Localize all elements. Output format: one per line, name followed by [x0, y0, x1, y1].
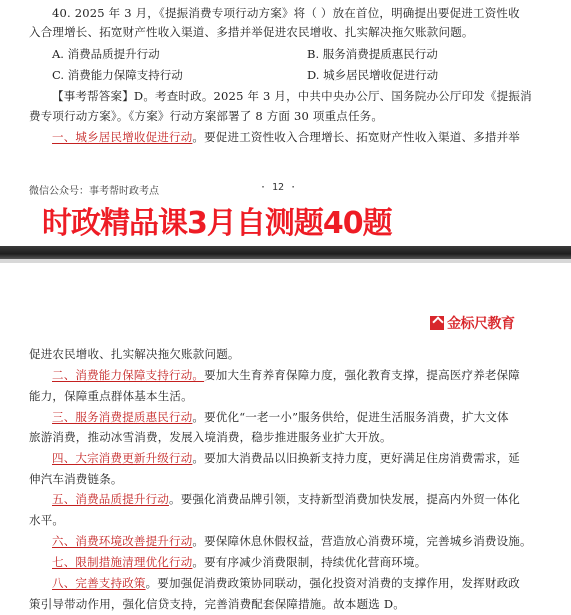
- item-4-line-1: [52, 448, 532, 469]
- page-separator: [0, 246, 571, 259]
- footer-wechat: 微信公众号：事考帮时政考点: [29, 186, 159, 197]
- item-7-text: 。要有序减少消费限制，持续优化营商环境。: [192, 555, 427, 569]
- logo-icon: [430, 316, 444, 330]
- page-2: [0, 263, 571, 615]
- item-4-line-2: 伸汽车消费链条。: [29, 472, 123, 486]
- logo-text: 金标尺教育: [447, 316, 515, 332]
- item-6-line-1: [52, 531, 532, 552]
- page-number: · 12 ·: [260, 182, 297, 193]
- answer-line-2: 费专项行动方案》。《方案》行动方案部署了 8 方面 30 项重点任务。: [29, 109, 384, 123]
- item-7-heading: 七、限制措施清理优化行动: [52, 555, 193, 569]
- question-line-1: 40. 2025 年 3 月，《提振消费专项行动方案》将（ ）放在首位，明确提出要促进工资性收: [52, 6, 520, 20]
- item-5-text: 。要强化消费品牌引领，支持新型消费加快发展，提高内外贸一体化: [169, 492, 520, 506]
- logo: [430, 313, 515, 333]
- answer-line-1: 【事考帮答案】D。考查时政。2025 年 3 月，中共中央办公厅、国务院办公厅印发《提振消: [52, 89, 532, 103]
- page-1: [0, 0, 571, 246]
- item-6-text: 。要保障休息休假权益，营造放心消费环境，完善城乡消费设施。: [192, 534, 532, 548]
- item-7-line-1: [52, 552, 532, 573]
- item-8-heading: 八、完善支持政策: [52, 576, 146, 590]
- item-5-line-1: [52, 489, 532, 510]
- answer-item-1-heading: 一、城乡居民增收促进行动: [52, 130, 193, 144]
- item-8-line-1: [52, 573, 532, 594]
- overlay-title: 时政精品课3月自测题40题: [42, 206, 392, 241]
- option-d: D. 城乡居民增收促进行动: [307, 68, 439, 82]
- item-3-line-2: 旅游消费，推动冰雪消费，发展入境消费，稳步推进服务业扩大开放。: [29, 430, 392, 444]
- item-2-heading: 二、消费能力保障支持行动。: [52, 368, 205, 382]
- item-3-text: 。要优化“一老一小”服务供给，促进生活服务消费，扩大文体: [192, 410, 509, 424]
- item-8-text: 。要加强促消费政策协同联动，强化投资对消费的支撑作用，发挥财政政: [145, 576, 521, 590]
- item-6-heading: 六、消费环境改善提升行动: [52, 534, 193, 548]
- item-2-text: 要加大生育养育保障力度，强化教育支撑，提高医疗养老保障: [204, 368, 521, 382]
- continuation-line: 促进农民增收、扎实解决拖欠账款问题。: [29, 347, 240, 361]
- item-5-heading: 五、消费品质提升行动: [52, 492, 169, 506]
- item-2-line-1: [52, 365, 532, 386]
- item-3-line-1: [52, 407, 532, 428]
- question-line-2: 入合理增长、拓宽财产性收入渠道、多措并举促进农民增收、扎实解决拖欠账款问题。: [29, 25, 474, 39]
- answer-item-1: [52, 127, 532, 148]
- item-8-line-2: 策引导带动作用，强化信贷支持，完善消费配套保障措施。故本题选 D。: [29, 597, 405, 611]
- option-c: C. 消费能力保障支持行动: [52, 68, 183, 82]
- item-2-line-2: 能力，保障重点群体基本生活。: [29, 389, 193, 403]
- item-3-heading: 三、服务消费提质惠民行动: [52, 410, 193, 424]
- item-4-text: 。要加大消费品以旧换新支持力度，更好满足住房消费需求，延: [192, 451, 521, 465]
- answer-item-1-text: 。要促进工资性收入合理增长、拓宽财产性收入渠道、多措并举: [192, 130, 521, 144]
- item-4-heading: 四、大宗消费更新升级行动: [52, 451, 193, 465]
- item-5-line-2: 水平。: [29, 513, 65, 527]
- option-b: B. 服务消费提质惠民行动: [307, 47, 438, 61]
- option-a: A. 消费品质提升行动: [52, 47, 160, 61]
